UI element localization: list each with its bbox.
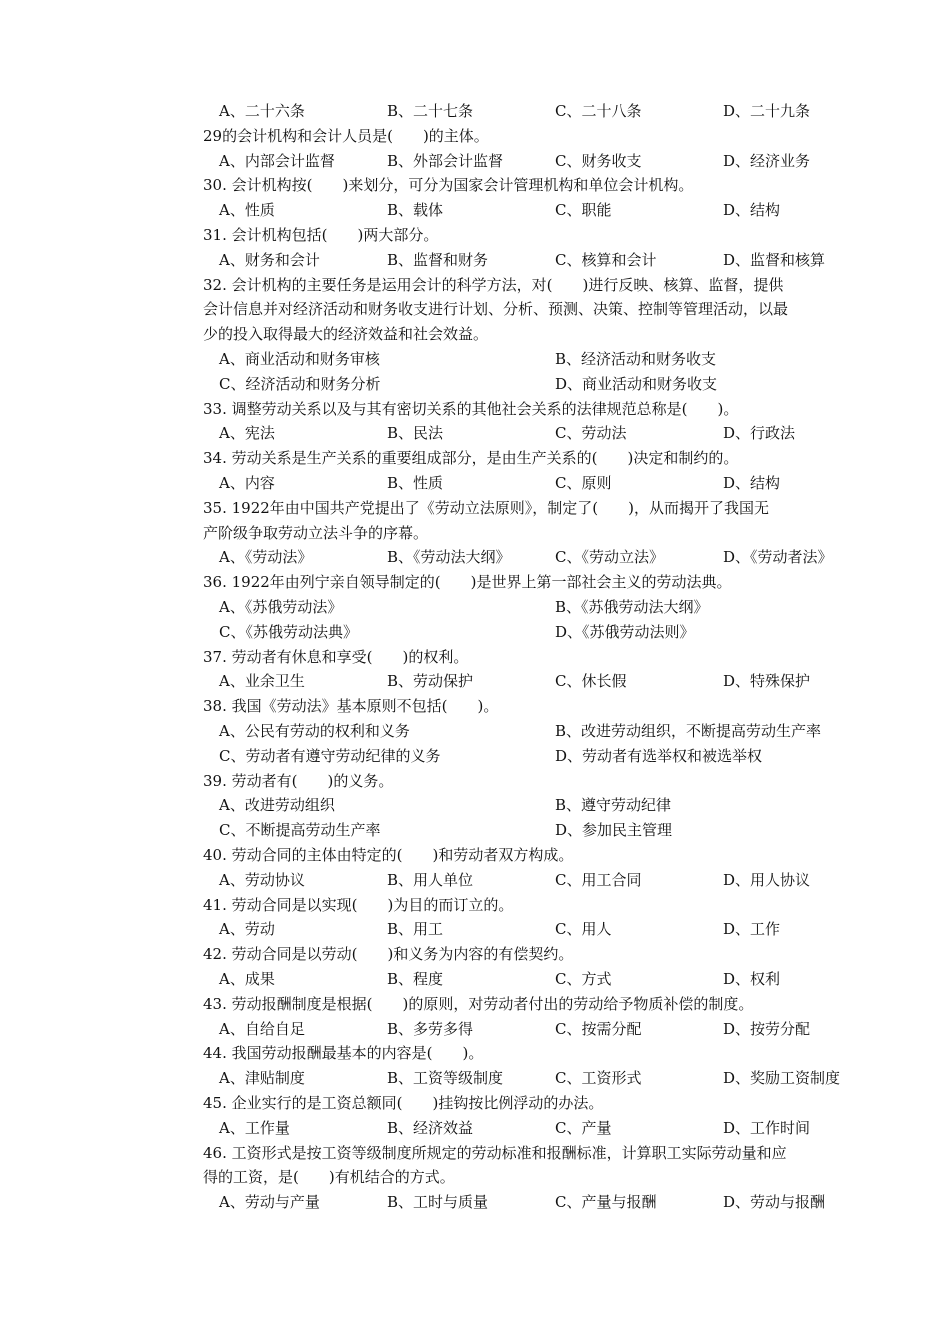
answer-option: A、成果 bbox=[219, 970, 275, 988]
answer-option: C、用人 bbox=[555, 920, 612, 939]
question-stem-line: 44. 我国劳动报酬最基本的内容是( )。 bbox=[203, 1044, 484, 1063]
question-stem-line: 31. 会计机构包括( )两大部分。 bbox=[203, 226, 439, 244]
answer-option: D、商业活动和财务收支 bbox=[555, 374, 718, 393]
answer-option: A、劳动 bbox=[219, 920, 275, 939]
answer-option: D、奖励工资制度 bbox=[723, 1069, 841, 1088]
answer-option: C、产量 bbox=[555, 1118, 612, 1137]
answer-option: B、改进劳动组织，不断提高劳动生产率 bbox=[555, 722, 822, 740]
question-stem-line: 43. 劳动报酬制度是根据( )的原则，对劳动者付出的劳动给予物质补偿的制度。 bbox=[203, 994, 754, 1013]
answer-option: B、遵守劳动纪律 bbox=[555, 796, 672, 815]
answer-option: A、财务和会计 bbox=[219, 250, 320, 269]
answer-option: C、《劳动立法》 bbox=[555, 548, 664, 567]
answer-option: D、《苏俄劳动法则》 bbox=[555, 622, 695, 641]
question-stem-line: 29的会计机构和会计人员是( )的主体。 bbox=[203, 126, 489, 145]
question-stem-line: 32. 会计机构的主要任务是运用会计的科学方法，对( )进行反映、核算、监督，提供 bbox=[203, 275, 784, 294]
answer-option: C、劳动者有遵守劳动纪律的义务 bbox=[219, 746, 441, 765]
answer-option: B、用人单位 bbox=[387, 870, 474, 889]
question-stem-line: 42. 劳动合同是以劳动( )和义务为内容的有偿契约。 bbox=[203, 945, 574, 964]
answer-option: D、结构 bbox=[723, 201, 781, 220]
answer-option: D、特殊保护 bbox=[723, 672, 811, 691]
answer-option: C、经济活动和财务分析 bbox=[219, 374, 381, 393]
question-stem-line: 38. 我国《劳动法》基本原则不包括( )。 bbox=[203, 697, 499, 716]
answer-option: C、休长假 bbox=[555, 672, 627, 691]
question-stem-line: 得的工资，是( )有机结合的方式。 bbox=[203, 1168, 455, 1187]
answer-option: B、经济活动和财务收支 bbox=[555, 350, 717, 368]
answer-option: B、程度 bbox=[387, 970, 444, 988]
question-stem-line: 36. 1922年由列宁亲自领导制定的( )是世界上第一部社会主义的劳动法典。 bbox=[203, 573, 732, 592]
answer-option: D、劳动与报酬 bbox=[723, 1193, 826, 1212]
answer-option: C、按需分配 bbox=[555, 1019, 642, 1038]
answer-option: A、业余卫生 bbox=[219, 672, 305, 691]
question-stem-line: 45. 企业实行的是工资总额同( )挂钩按比例浮动的办法。 bbox=[203, 1094, 604, 1112]
answer-option: A、内部会计监督 bbox=[219, 151, 335, 170]
answer-option: B、性质 bbox=[387, 474, 444, 492]
answer-option: D、行政法 bbox=[723, 424, 796, 443]
answer-option: D、二十九条 bbox=[723, 102, 811, 120]
answer-option: C、产量与报酬 bbox=[555, 1193, 657, 1212]
answer-option: A、改进劳动组织 bbox=[219, 796, 335, 815]
answer-option: A、劳动与产量 bbox=[219, 1193, 320, 1212]
answer-option: A、商业活动和财务审核 bbox=[219, 350, 380, 368]
answer-option: D、结构 bbox=[723, 474, 781, 492]
answer-option: B、载体 bbox=[387, 201, 444, 220]
answer-option: B、工时与质量 bbox=[387, 1193, 489, 1212]
answer-option: A、性质 bbox=[219, 201, 275, 220]
answer-option: C、原则 bbox=[555, 474, 612, 492]
answer-option: B、工资等级制度 bbox=[387, 1069, 504, 1088]
answer-option: C、《苏俄劳动法典》 bbox=[219, 622, 358, 641]
answer-option: A、《劳动法》 bbox=[219, 548, 313, 567]
answer-option: C、不断提高劳动生产率 bbox=[219, 821, 381, 840]
question-stem-line: 会计信息并对经济活动和财务收支进行计划、分析、预测、决策、控制等管理活动，以最 bbox=[203, 300, 789, 319]
answer-option: C、方式 bbox=[555, 970, 612, 988]
answer-option: D、经济业务 bbox=[723, 151, 811, 170]
answer-option: B、多劳多得 bbox=[387, 1019, 474, 1038]
answer-option: A、劳动协议 bbox=[219, 870, 305, 889]
answer-option: D、按劳分配 bbox=[723, 1019, 811, 1038]
answer-option: B、《劳动法大纲》 bbox=[387, 548, 511, 567]
answer-option: D、《劳动者法》 bbox=[723, 548, 833, 567]
answer-option: C、核算和会计 bbox=[555, 250, 657, 269]
question-stem-line: 33. 调整劳动关系以及与其有密切关系的其他社会关系的法律规范总称是( )。 bbox=[203, 399, 739, 418]
question-stem-line: 30. 会计机构按( )来划分，可分为国家会计管理机构和单位会计机构。 bbox=[203, 176, 694, 195]
answer-option: D、参加民主管理 bbox=[555, 821, 673, 840]
answer-option: C、二十八条 bbox=[555, 102, 642, 120]
question-stem-line: 46. 工资形式是按工资等级制度所规定的劳动标准和报酬标准，计算职工实际劳动量和应 bbox=[203, 1143, 787, 1162]
answer-option: B、民法 bbox=[387, 424, 444, 443]
answer-option: A、津贴制度 bbox=[219, 1069, 305, 1088]
answer-option: C、工资形式 bbox=[555, 1069, 642, 1088]
answer-option: A、自给自足 bbox=[219, 1019, 305, 1038]
answer-option: C、劳动法 bbox=[555, 424, 627, 443]
answer-option: B、劳动保护 bbox=[387, 672, 474, 691]
answer-option: B、二十七条 bbox=[387, 102, 474, 120]
answer-option: B、《苏俄劳动法大纲》 bbox=[555, 598, 709, 616]
answer-option: A、二十六条 bbox=[219, 102, 305, 120]
question-stem-line: 39. 劳动者有( )的义务。 bbox=[203, 771, 394, 790]
answer-option: D、工作时间 bbox=[723, 1118, 811, 1137]
answer-option: B、经济效益 bbox=[387, 1118, 474, 1137]
question-stem-line: 产阶级争取劳动立法斗争的序幕。 bbox=[203, 523, 429, 542]
answer-option: B、监督和财务 bbox=[387, 250, 489, 269]
answer-option: D、权利 bbox=[723, 970, 781, 988]
answer-option: C、用工合同 bbox=[555, 870, 642, 889]
question-stem-line: 少的投入取得最大的经济效益和社会效益。 bbox=[203, 325, 489, 344]
question-stem-line: 34. 劳动关系是生产关系的重要组成部分，是由生产关系的( )决定和制约的。 bbox=[203, 449, 739, 468]
answer-option: D、工作 bbox=[723, 920, 781, 939]
answer-option: C、财务收支 bbox=[555, 151, 642, 170]
question-stem-line: 41. 劳动合同是以实现( )为目的而订立的。 bbox=[203, 895, 514, 914]
answer-option: A、公民有劳动的权利和义务 bbox=[219, 722, 410, 740]
answer-option: A、工作量 bbox=[219, 1118, 290, 1137]
answer-option: A、内容 bbox=[219, 474, 275, 492]
answer-option: A、《苏俄劳动法》 bbox=[219, 598, 343, 616]
answer-option: B、外部会计监督 bbox=[387, 151, 504, 170]
answer-option: D、用人协议 bbox=[723, 870, 811, 889]
question-stem-line: 35. 1922年由中国共产党提出了《劳动立法原则》，制定了( )，从而揭开了我国无 bbox=[203, 498, 770, 517]
answer-option: C、职能 bbox=[555, 201, 612, 220]
answer-option: A、宪法 bbox=[219, 424, 275, 443]
answer-option: D、劳动者有选举权和被选举权 bbox=[555, 746, 763, 765]
question-stem-line: 37. 劳动者有休息和享受( )的权利。 bbox=[203, 647, 469, 666]
answer-option: D、监督和核算 bbox=[723, 250, 826, 269]
answer-option: B、用工 bbox=[387, 920, 444, 939]
question-stem-line: 40. 劳动合同的主体由特定的( )和劳动者双方构成。 bbox=[203, 846, 574, 864]
